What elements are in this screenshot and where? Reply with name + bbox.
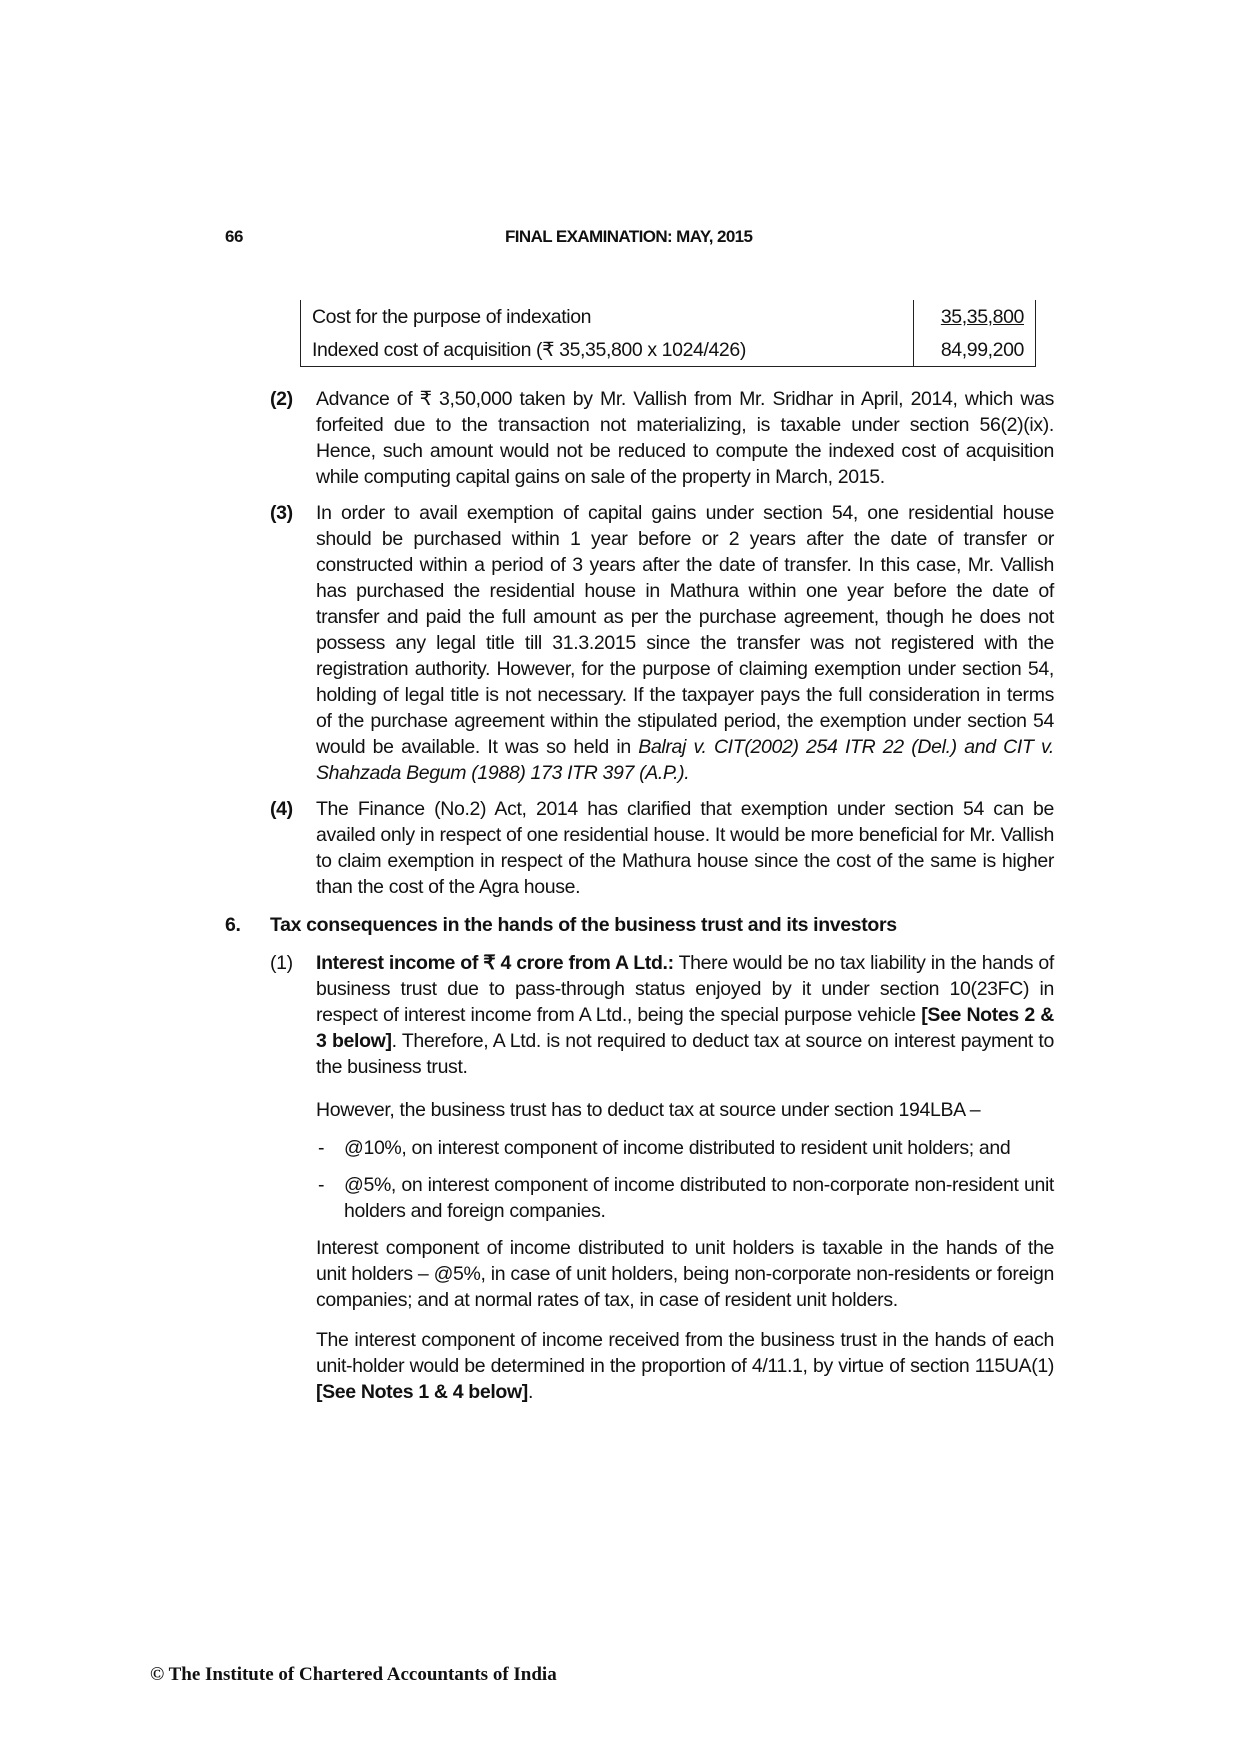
row-value: 84,99,200 (914, 333, 1036, 367)
proportion-end: . (527, 1381, 534, 1403)
row-value-text: 35,35,800 (940, 306, 1024, 328)
table-row (301, 300, 1036, 333)
bullet-text: @5%, on interest component of income distributed to non-corporate non-resident unit holders and foreign companies. (344, 1174, 1054, 1222)
interest-component-paragraph: Interest component of income distributed to unit holders is taxable in the hands of the unit holders – @5%, in case of unit holders, being non-corporate non-residents or foreign companies; and at normal rates of tax, in case of resident unit holders. (316, 1237, 1054, 1311)
indexation-table (300, 300, 1036, 367)
item-1-text-b: . Therefore, A Ltd. is not required to deduct tax at source on interest payment to the business trust. (316, 1030, 1054, 1078)
note-3-marker: (3) (270, 502, 293, 524)
footer-copyright: © The Institute of Chartered Accountants of India (150, 1664, 557, 1685)
proportion-notes-ref: [See Notes 1 & 4 below] (316, 1381, 528, 1403)
note-3-citation: Balraj v. CIT(2002) 254 ITR 22 (Del.) and CIT v. Shahzada Begum (1988) 173 ITR 397 (A.P.). (316, 736, 1054, 784)
running-header-title: FINAL EXAMINATION: MAY, 2015 (505, 227, 753, 246)
item-1-notes-ref: [See Notes 2 & 3 below] (316, 1004, 1054, 1052)
however-paragraph: However, the business trust has to deduct tax at source under section 194LBA – (316, 1099, 981, 1121)
note-3-text: In order to avail exemption of capital gains under section 54, one residential house should be purchased within 1 year before or 2 years after the date of transfer or constructed within a period of 3 years after the date of transfer. In this case, Mr. Vallish has purchased the residential house in Mathura within one year before the date of transfer and paid the full amount as per the purchase agreement, though he does not possess any legal title till 31.3.2015 since the transfer was not registered with the registration authority. However, for the purpose of claiming exemption under section 54, holding of legal title is not necessary. If the taxpayer pays the full consideration in terms of the purchase agreement within the stipulated period, the exemption under section 54 would be available. It was so held in (316, 502, 1054, 758)
note-3-paragraph (316, 500, 1054, 786)
note-4-marker: (4) (270, 798, 293, 820)
item-1-lead: Interest income of ₹ 4 crore from A Ltd.: (316, 952, 674, 974)
proportion-text: The interest component of income received from the business trust in the hands of each unit-holder would be determined in the proportion of 4/11.1, by virtue of section 115UA(1) (316, 1329, 1054, 1377)
page-number: 66 (225, 227, 243, 246)
note-4-text: The Finance (No.2) Act, 2014 has clarified that exemption under section 54 can be availed only in respect of one residential house. It would be more beneficial for Mr. Vallish to claim exemption in respect of the Mathura house since the cost of the same is higher than the cost of the Agra house. (316, 798, 1054, 898)
note-2-text: Advance of ₹ 3,50,000 taken by Mr. Vallish from Mr. Sridhar in April, 2014, which was forfeited due to the transaction not materializing, is taxable under section 56(2)(ix). Hence, such amount would not be reduced to compute the indexed cost of acquisition while computing capital gains on sale of the property in March, 2015. (316, 388, 1054, 488)
bullet-dash: - (318, 1137, 325, 1159)
table-row (301, 333, 1036, 367)
item-1-text-a: There would be no tax liability in the hands of business trust due to pass-through status enjoyed by it under section 10(23FC) in respect of interest income from A Ltd., being the special purpose vehicle (316, 952, 1054, 1026)
section-6-heading: Tax consequences in the hands of the business trust and its investors (270, 914, 897, 936)
note-2-marker: (2) (270, 388, 293, 410)
row-label: Indexed cost of acquisition (₹ 35,35,800 x 1024/426) (301, 333, 914, 367)
item-1-marker: (1) (270, 952, 293, 974)
bullet-dash: - (318, 1174, 325, 1196)
bullet-text: @10%, on interest component of income distributed to resident unit holders; and (344, 1137, 1011, 1159)
item-1-paragraph (316, 950, 1054, 1080)
row-value (914, 300, 1036, 333)
section-6-number: 6. (225, 914, 241, 936)
proportion-paragraph (316, 1327, 1054, 1405)
row-label: Cost for the purpose of indexation (301, 300, 914, 333)
